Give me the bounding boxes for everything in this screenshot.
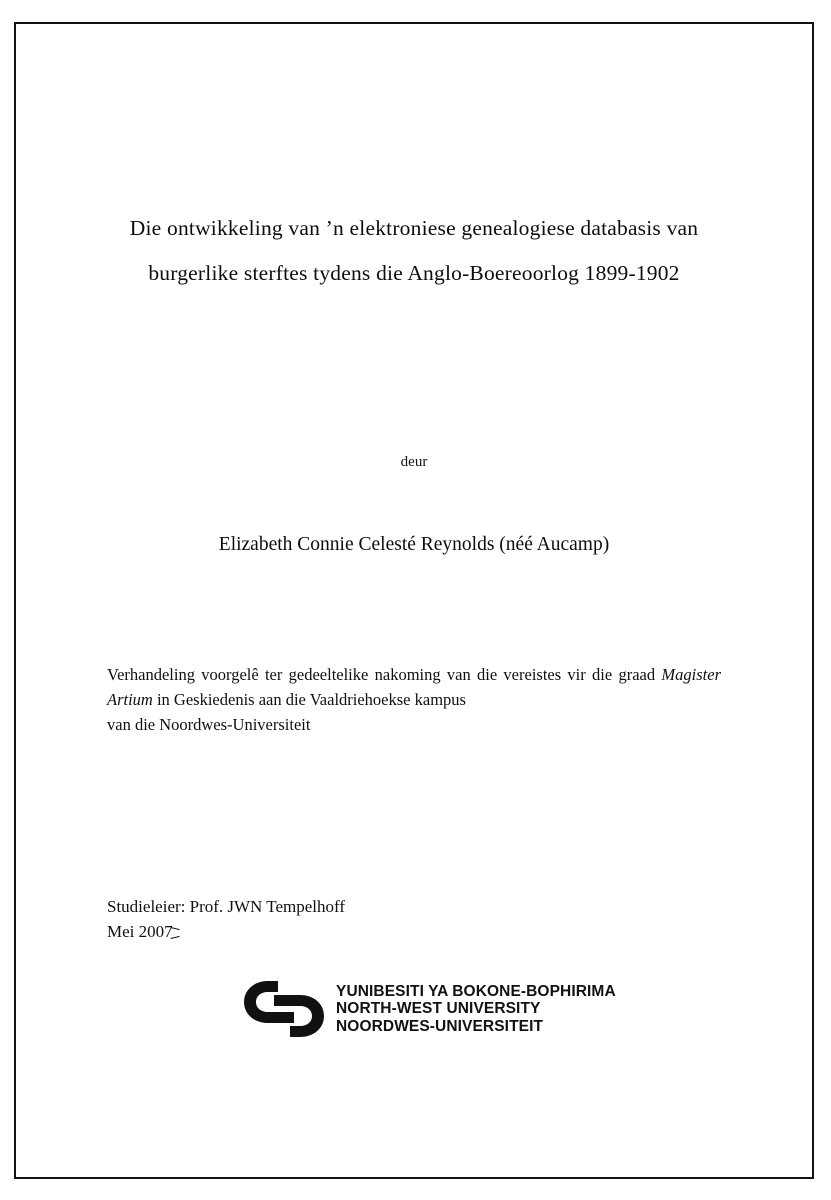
degree-name: Magister Artium xyxy=(107,665,721,709)
degree-statement-paragraph xyxy=(107,662,721,712)
logo-text-line-1: YUNIBESITI YA BOKONE-BOPHIRIMA xyxy=(336,982,616,1000)
degree-statement xyxy=(107,662,721,737)
institution-line: van die Noordwes-Universiteit xyxy=(107,715,311,734)
supervisor-line: Studieleier: Prof. JWN Tempelhoff xyxy=(107,897,346,916)
north-west-university-logo-icon xyxy=(238,977,330,1041)
university-logo xyxy=(238,974,658,1044)
page-content xyxy=(90,22,738,1179)
page-title xyxy=(90,206,738,296)
logo-text-block xyxy=(336,983,616,1036)
statement-text-pre: Verhandeling voorgelê ter gedeeltelike nakoming van die vereistes vir die graad xyxy=(107,665,662,684)
title-line-1: Die ontwikkeling van ’n elektroniese genealogiese databasis van xyxy=(129,216,699,240)
handwritten-mark-icon xyxy=(170,927,179,938)
title-line-2: burgerlike sterftes tydens die Anglo-Boereoorlog 1899-1902 xyxy=(148,261,680,285)
supervisor-and-date xyxy=(107,894,607,944)
date-line xyxy=(107,919,179,944)
date-text: Mei 2007 xyxy=(107,922,173,941)
by-label: deur xyxy=(400,454,428,470)
logo-text-line-3: NOORDWES-UNIVERSITEIT xyxy=(336,1017,544,1035)
statement-text-post: in Geskiedenis aan die Vaaldriehoekse kampus xyxy=(152,690,466,709)
logo-text-line-2: NORTH-WEST UNIVERSITY xyxy=(336,1000,541,1018)
author-name: Elizabeth Connie Celesté Reynolds (néé Aucamp) xyxy=(218,534,610,555)
